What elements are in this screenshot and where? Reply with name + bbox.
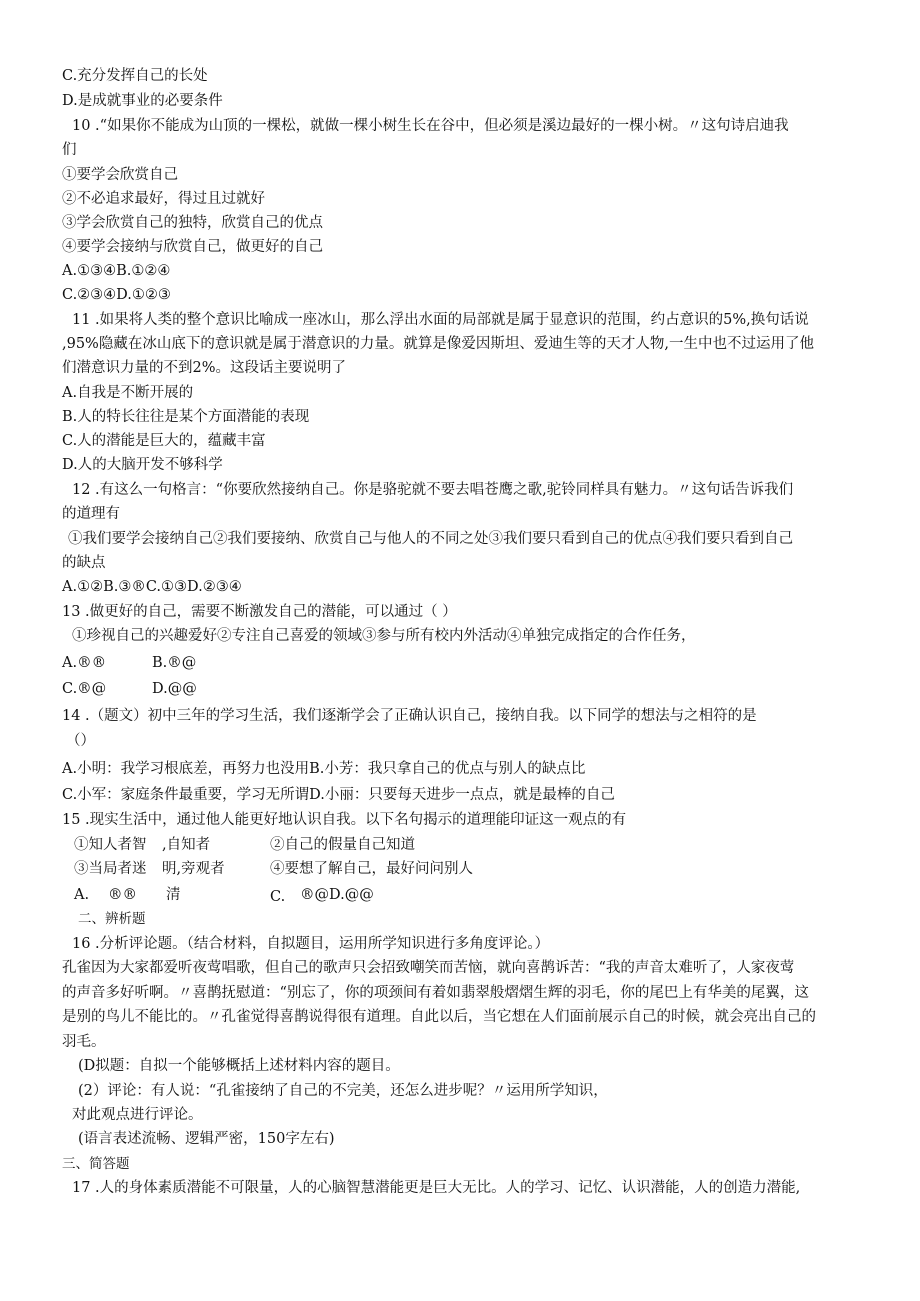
text-line: ①珍视自己的兴趣爱好②专注自己喜爱的领域③参与所有校内外活动④单独完成指定的合作任务， — [72, 628, 696, 644]
text-line: ③学会欣赏自己的独特，欣赏自己的优点 — [62, 215, 323, 231]
text-line: C. — [270, 889, 286, 905]
section-heading: 二、辨析题 — [78, 911, 146, 927]
text-line: 17 .人的身体素质潜能不可限量，人的心脑智慧潜能更是巨大无比。人的学习、记忆、认识潜能，人的创造力潜能, — [72, 1180, 801, 1196]
text-line: A. — [74, 887, 90, 903]
text-line: A.自我是不断开展的 — [62, 385, 194, 401]
text-line: 的道理有 — [62, 506, 120, 522]
text-line: D.人的大脑开发不够科学 — [62, 457, 223, 473]
text-line: C.充分发挥自己的长处 — [62, 68, 208, 84]
text-line: C.②③④D.①②③ — [62, 287, 171, 303]
text-line: A.小明：我学习根底差，再努力也没用B.小芳：我只拿自己的优点与别人的缺点比 — [62, 761, 586, 777]
text-line: 羽毛。 — [62, 1034, 106, 1050]
text-line: (D拟题：自拟一个能够概括上述材料内容的题目。 — [78, 1058, 400, 1074]
text-line: ②自己的假量自己知道 — [270, 837, 415, 853]
text-line: （） — [66, 733, 95, 749]
text-line: C.人的潜能是巨大的，蕴藏丰富 — [62, 433, 266, 449]
text-line: 的缺点 — [62, 555, 106, 571]
text-line: 15 .现实生活中，通过他人能更好地认识自我。以下名句揭示的道理能印证这一观点的有 — [62, 812, 627, 828]
text-line: ,95%隐藏在冰山底下的意识就是属于潜意识的力量。就算是像爱因斯坦、爱迪生等的天才人物,一生中也不过运用了他 — [62, 336, 814, 352]
text-line: B.人的特长往往是某个方面潜能的表现 — [62, 409, 310, 425]
text-line: 孔雀因为大家都爱听夜莺唱歌，但自己的歌声只会招致嘲笑而苦恼，就向喜鹊诉苦：“我的声音太难听了，人家夜莺 — [62, 960, 795, 976]
text-line: 们潜意识力量的不到2%。这段话主要说明了 — [62, 360, 347, 376]
text-line: D.@@ — [152, 681, 197, 697]
text-line: 14 .（题文）初中三年的学习生活，我们逐渐学会了正确认识自己，接纳自我。以下同学的想法与之相符的是 — [62, 708, 757, 724]
text-line: 10 .“如果你不能成为山顶的一棵松，就做一棵小树生长在谷中，但必须是溪边最好的一棵小树。〃这句诗启迪我 — [72, 118, 789, 134]
text-line: ②不必追求最好，得过且过就好 — [62, 191, 265, 207]
text-line: ®@D.@@ — [300, 887, 374, 903]
text-line: ①知人者智 — [74, 837, 147, 853]
text-line: 13 .做更好的自己，需要不断激发自己的潜能，可以通过（ ） — [62, 604, 457, 620]
text-line: 明,旁观者 — [162, 861, 225, 877]
text-line: ④要想了解自己，最好问问别人 — [270, 861, 473, 877]
text-line: A.①②B.③®C.①③D.②③④ — [62, 579, 242, 595]
text-line: B.®@ — [152, 655, 197, 671]
text-line: 11 .如果将人类的整个意识比喻成一座冰山，那么浮出水面的局部就是属于显意识的范围，约占意识的5%,换句话说 — [72, 312, 809, 328]
text-line: ,自知者 — [162, 837, 211, 853]
text-line: ④要学会接纳与欣赏自己，做更好的自己 — [62, 239, 323, 255]
text-line: ①要学会欣赏自己 — [62, 167, 178, 183]
text-line: 对此观点进行评论。 — [72, 1107, 203, 1123]
text-line: 的声音多好听啊。〃喜鹊抚慰道：“别忘了，你的项颈间有着如翡翠般熠熠生辉的羽毛，你的尾巴上有华美的尾翼，这 — [62, 985, 809, 1001]
text-line: 清 — [166, 887, 181, 903]
text-line: ③当局者迷 — [74, 861, 147, 877]
text-line: A.①③④B.①②④ — [62, 263, 171, 279]
text-line: 们 — [62, 142, 77, 158]
text-line: 是别的鸟儿不能比的。〃孔雀觉得喜鹊说得很有道理。自此以后，当它想在人们面前展示自己的时候，就会亮出自己的 — [62, 1009, 816, 1025]
text-line: 12 .有这么一句格言：“你要欣然接纳自己。你是骆驼就不要去唱苍鹰之歌,驼铃同样具有魅力。〃这句话告诉我们 — [72, 482, 794, 498]
text-line: ①我们要学会接纳自己②我们要接纳、欣赏自己与他人的不同之处③我们要只看到自己的优点④我们要只看到自己 — [68, 531, 793, 547]
text-line: A.®® — [62, 655, 107, 671]
text-line: ®® — [108, 887, 137, 903]
text-line: (语言表述流畅、逻辑严密，150字左右) — [78, 1131, 335, 1147]
text-line: C.小军：家庭条件最重要，学习无所谓D.小丽：只要每天进步一点点，就是最棒的自己 — [62, 787, 615, 803]
section-heading: 三、简答题 — [62, 1156, 130, 1172]
text-line: (2）评论：有人说：“孔雀接纳了自己的不完美，还怎么进步呢？〃运用所学知识， — [78, 1083, 608, 1099]
text-line: D.是成就事业的必要条件 — [62, 93, 223, 109]
text-line: 16 .分析评论题。（结合材料，自拟题目，运用所学知识进行多角度评论。） — [72, 936, 550, 952]
text-line: C.®@ — [62, 681, 107, 697]
